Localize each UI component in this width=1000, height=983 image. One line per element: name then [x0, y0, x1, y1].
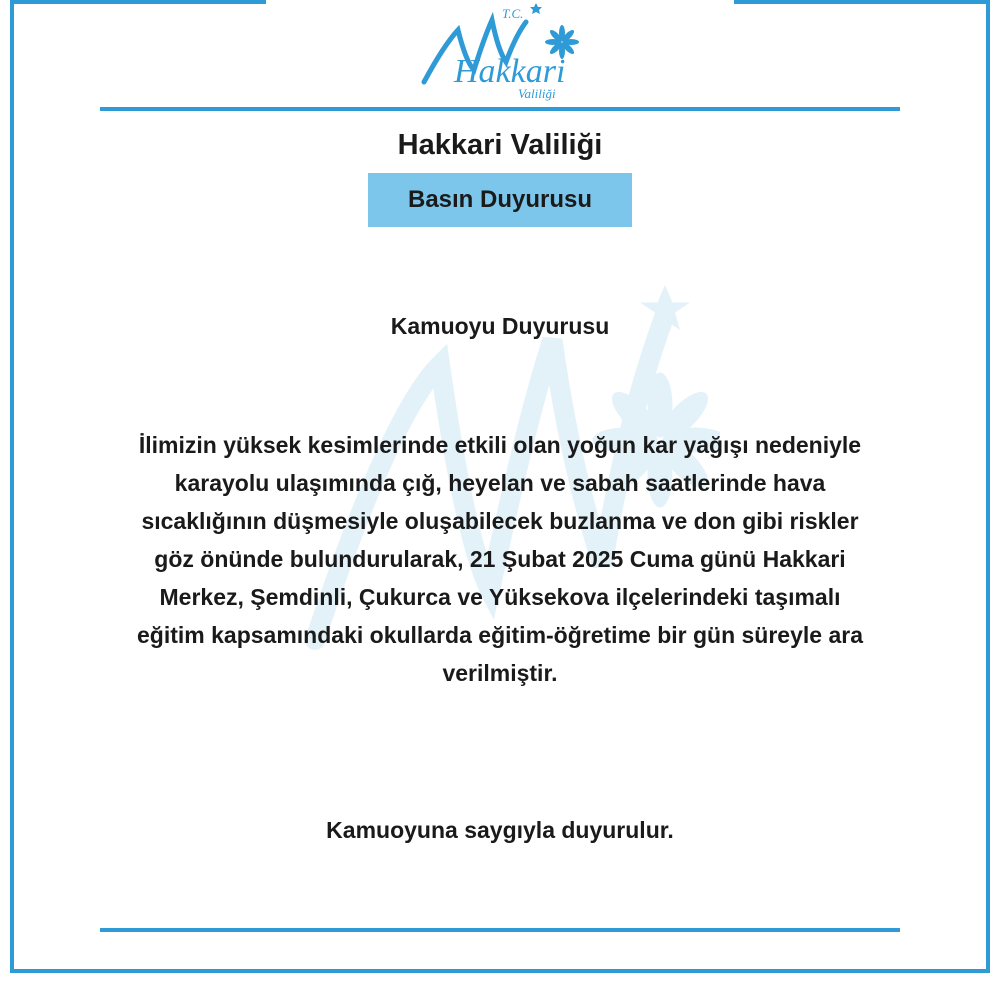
notice-line: eğitim kapsamındaki okullarda eğitim-öğretime bir gün süreyle ara [137, 622, 863, 648]
header-divider [100, 107, 900, 111]
notice-heading: Kamuoyu Duyurusu [390, 313, 610, 339]
notice-line: Merkez, Şemdinli, Çukurca ve Yüksekova ilçelerindeki taşımalı [159, 584, 841, 610]
frame-top-right-border [734, 0, 990, 4]
frame-top-left-border [10, 0, 266, 4]
logo-prefix: T.C. [502, 6, 524, 21]
notice-closing: Kamuoyuna saygıyla duyurulur. [326, 817, 674, 843]
notice-line: sıcaklığının düşmesiyle oluşabilecek buzlanma ve don gibi riskler [141, 508, 859, 534]
notice-line: verilmiştir. [442, 660, 558, 686]
press-release-badge: Basın Duyurusu [368, 173, 632, 227]
notice-line: karayolu ulaşımında çığ, heyelan ve sabah saatlerinde hava [174, 470, 826, 496]
logo-subtitle: Valiliği [518, 86, 556, 101]
frame-bottom-border [10, 969, 990, 973]
notice-line: İlimizin yüksek kesimlerinde etkili olan yoğun kar yağışı nedeniyle [138, 432, 862, 458]
footer-divider [100, 928, 900, 932]
notice-line: göz önünde bulundurularak, 21 Şubat 2025 Cuma günü Hakkari [154, 546, 846, 572]
mountain-flower-logo-icon [414, 0, 586, 104]
hakkari-logo [414, 0, 586, 104]
notice-body [52, 426, 948, 692]
page-title: Hakkari Valiliği [397, 129, 603, 161]
logo-wordmark: Hakkari [454, 53, 566, 90]
